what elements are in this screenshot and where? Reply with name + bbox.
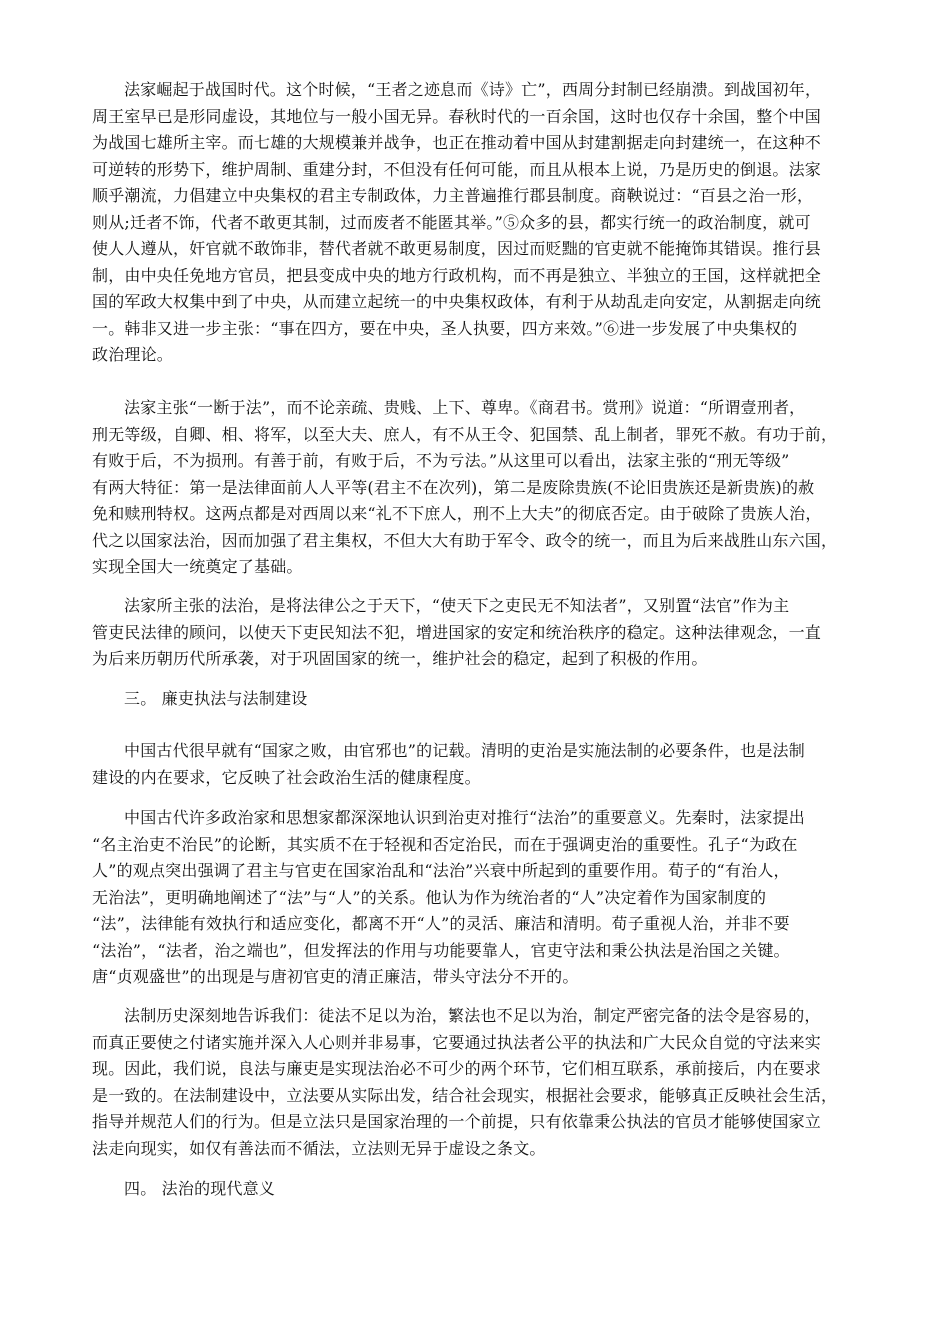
paragraph-officials (92, 738, 860, 791)
text-line: 指导并规范人们的行为。但是立法只是国家治理的一个前提，只有依靠秉公执法的官员才能够使国家立 (92, 1112, 822, 1131)
text-line: 为后来历朝历代所承袭，对于巩固国家的统一，维护社会的稳定，起到了积极的作用。 (92, 649, 708, 668)
paragraph-legalists-rise (92, 77, 860, 369)
paragraph-legal-history (92, 1003, 860, 1162)
text-line: 人”的观点突出强调了君主与官吏在国家治乱和“法治”兴衰中所起到的重要作用。荀子的“有治人， (92, 861, 790, 880)
text-line: 免和赎刑特权。这两点都是对西周以来“礼不下庶人，刑不上大夫”的彻底否定。由于破除了贵族人治， (92, 504, 822, 523)
text-line: 唐“贞观盛世”的出现是与唐初官吏的清正廉洁，带头守法分不开的。 (92, 967, 579, 986)
text-line: 制，由中央任免地方官员，把县变成中央的地方行政机构，而不再是独立、半独立的王国，这样就把全 (92, 265, 822, 285)
text-line: “名主治吏不治民”的论断，其实质不在于轻视和否定治民，而在于强调吏治的重要性。孔子“为政在 (92, 834, 798, 854)
paragraph-law-public (92, 593, 860, 673)
text-line: 法走向现实，如仅有善法而不循法，立法则无异于虚设之条文。 (92, 1138, 546, 1158)
text-line: 现。因此，我们说，良法与廉吏是实现法治必不可少的两个环节，它们相互联系，承前接后，内在要求 (92, 1059, 822, 1078)
text-line: 使人人遵从，奸官就不敢饰非，替代者就不敢更易制度，因过而贬黜的官吏就不能掩饰其错误。推行县 (92, 239, 822, 258)
text-line: 法家崛起于战国时代。这个时候，“王者之迹息而《诗》亡”，西周分封制已经崩溃。到战国初年， (124, 80, 822, 99)
text-line: 周王室早已是形同虚设，其地位与一般小国无异。春秋时代的一百余国，这时也仅存十余国，整个中国 (92, 106, 822, 126)
text-line: 法家主张“一断于法”，而不论亲疏、贵贱、上下、尊卑。《商君书。赏刑》说道：“所谓壹刑者， (124, 398, 806, 417)
section-heading: 四。 法治的现代意义 (124, 1179, 276, 1198)
section-heading-3 (92, 686, 860, 713)
text-line: 是一致的。在法制建设中，立法要从实际出发，结合社会现实，根据社会要求，能够真正反映社会生活， (92, 1085, 838, 1105)
text-line: 建设的内在要求，它反映了社会政治生活的健康程度。 (92, 767, 481, 787)
text-line: 中国古代许多政治家和思想家都深深地认识到治吏对推行“法治”的重要意义。先秦时，法家提出 (124, 808, 805, 827)
text-line: 法家所主张的法治，是将法律公之于天下，“使天下之吏民无不知法者”，又别置“法官”作为主 (124, 596, 790, 615)
text-line: 法制历史深刻地告诉我们：徒法不足以为治，繁法也不足以为治，制定严密完备的法令是容易的， (124, 1006, 821, 1025)
text-line: 则从;迁者不饰，代者不敢更其制，过而废者不能匿其举。”⑤众多的县，都实行统一的政治制度，就可 (92, 212, 811, 232)
section-heading-4 (92, 1176, 860, 1203)
text-line: 顺乎潮流，力倡建立中央集权的君主专制政体，力主普遍推行郡县制度。商鞅说过：“百县之治一形， (92, 186, 814, 205)
text-line: 而真正要使之付诸实施并深入人心则并非易事，它要通过执法者公平的执法和广大民众自觉的守法来实 (92, 1032, 822, 1052)
text-line: 无治法”，更明确地阐述了“法”与“人”的关系。他认为作为统治者的“人”决定着作为国家制度的 (92, 887, 767, 907)
text-line: 可逆转的形势下，维护周制、重建分封，不但没有任何可能，而且从根本上说，乃是历史的倒退。法家 (92, 159, 822, 179)
text-line: 刑无等级，自卿、相、将军，以至大夫、庶人，有不从王令、犯国禁、乱上制者，罪死不赦。有功于前， (92, 424, 838, 444)
text-line: 政治理论。 (92, 345, 174, 364)
text-line: 国的军政大权集中到了中央，从而建立起统一的中央集权政体，有利于从劫乱走向安定，从割据走向统 (92, 292, 822, 311)
text-line: “法”，法律能有效执行和适应变化，都离不开“人”的灵活、廉洁和清明。荀子重视人治，并非不要 (92, 914, 790, 933)
paragraph-rule-by-law (92, 395, 860, 581)
text-line: 实现全国大一统奠定了基础。 (92, 557, 303, 576)
text-line: “法治”，“法者，治之端也”，但发挥法的作用与功能要靠人，官吏守法和秉公执法是治国之关键。 (92, 940, 790, 960)
text-line: 一。韩非又进一步主张：“事在四方，要在中央，圣人执要，四方来效。”⑥进一步发展了中央集权的 (92, 318, 798, 338)
text-line: 中国古代很早就有“国家之败，由官邪也”的记载。清明的吏治是实施法制的必要条件，也是法制 (124, 741, 805, 760)
text-line: 代之以国家法治，因而加强了君主集权，不但大大有助于军令、政令的统一，而且为后来战胜山东六国， (92, 530, 838, 550)
text-line: 管吏民法律的顾问，以使天下吏民知法不犯，增进国家的安定和统治秩序的稳定。这种法律观念，一直 (92, 622, 822, 642)
text-line: 有两大特征：第一是法律面前人人平等(君主不在次列)，第二是废除贵族(不论旧贵族还是新贵族)的赦 (92, 477, 815, 497)
text-line: 有败于后，不为损刑。有善于前，有败于后，不为亏法。”从这里可以看出，法家主张的“刑无等级” (92, 451, 790, 470)
section-heading: 三。 廉吏执法与法制建设 (124, 689, 308, 708)
text-line: 为战国七雄所主宰。而七雄的大规模兼并战争，也正在推动着中国从封建割据走向封建统一，在这种不 (92, 133, 822, 152)
paragraph-governing-officials (92, 805, 860, 991)
